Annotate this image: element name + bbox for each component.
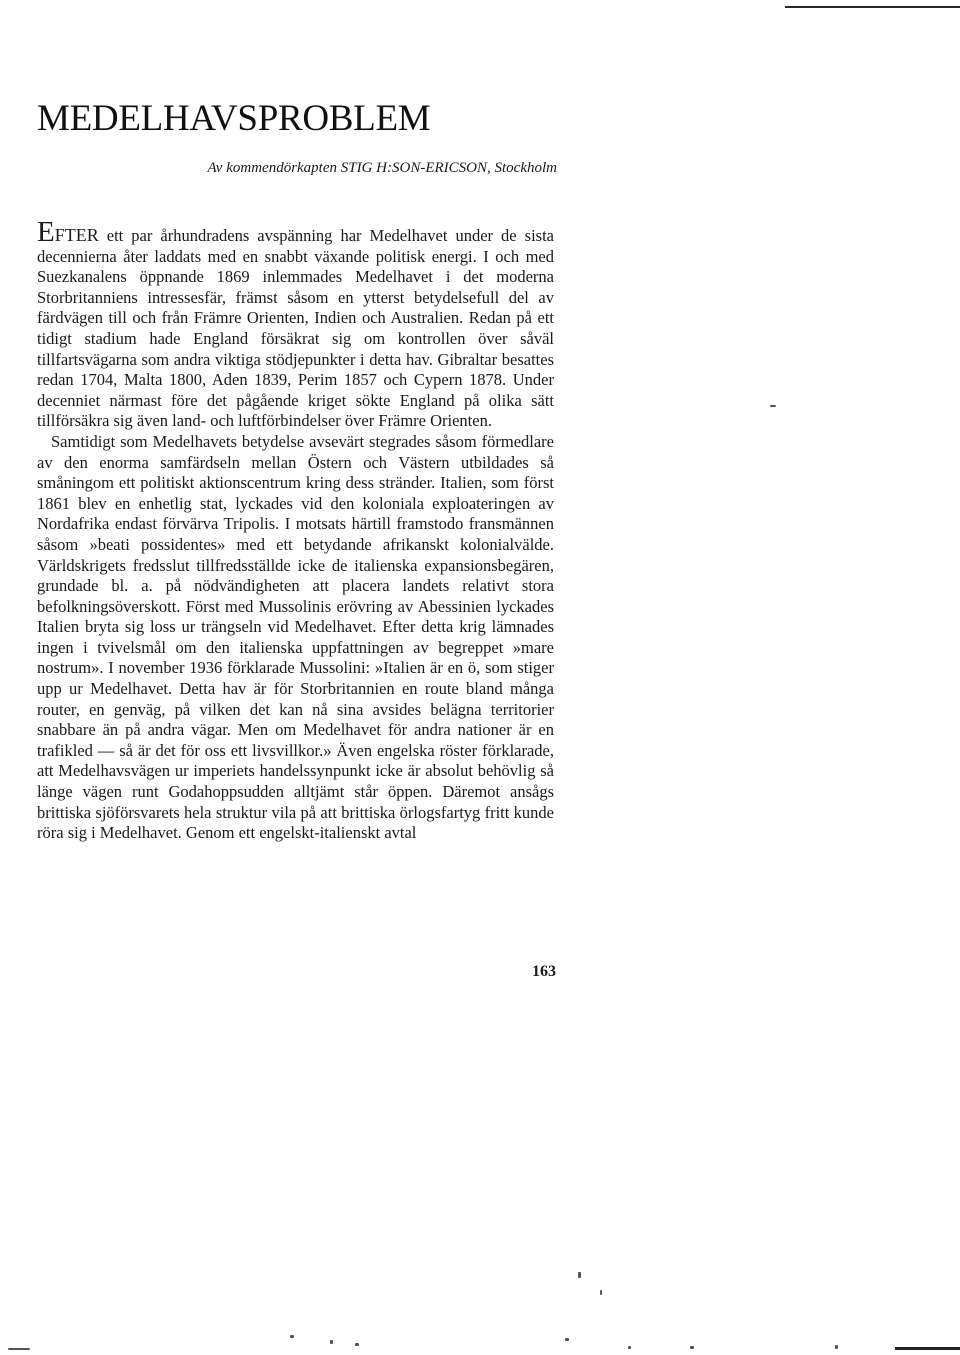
paragraph-2: Samtidigt som Medelhavets betydelse avsevärt stegrades såsom förmedlare av den enorma samfärdseln mellan Östern och Västern utbildades så småningom ett politiskt aktionscentrum kring dess stränder. Italien, som först 1861 blev en enhetlig stat, lyckades vid den koloniala exploateringen av Nordafrika endast förvärva Tripolis. I motsats härtill framstodo fransmännen såsom »beati possidentes» med ett betydande afrikanskt kolonialvälde. Världskrigets fredsslut tillfredsställde icke de italienska expansionsbegären, grundade bl. a. på nödvändigheten att placera landets relativt stora befolkningsöverskott. Först med Mussolinis erövring av Abessinien lyckades Italien bryta sig loss ur trängseln vid Medelhavet. Efter detta krig lämnades ingen i tvivelsmål om den italienska uppfattningen av begreppet »mare nostrum». I november 1936 förklarade Mussolini: »Italien är en ö, som stiger upp ur Medelhavet. Detta hav är för Storbritannien en route bland många router, en genväg, på vilken det kan nå sina avsides belägna territorier snabbare än på andra vägar. Men om Medelhavet för andra nationer är en trafikled — så är det för oss ett livsvillkor.» Även engelska röster förklarade, att Medelhavsvägen ur imperiets handelssynpunkt icke är absolut behövlig så länge vägen runt Godahoppsudden alltjämt står öppen. Däremot ansågs brittiska sjöförsvarets hela struktur vila på att brittiska örlogsfartyg fritt kunde röra sig i Medelhavet. Genom ett engelskt-italienskt avtal <box>37 431 554 843</box>
scan-edge-rule <box>785 6 960 8</box>
scan-speck <box>628 1346 631 1349</box>
drop-cap: E <box>37 216 55 248</box>
scan-speck <box>690 1346 694 1349</box>
scan-speck <box>8 1348 30 1350</box>
paragraph-1-text: ett par århundradens avspänning har Medelhavet under de sista decennierna åter laddats med en snabbt växande politisk energi. I och med Suezkanalens öppnande 1869 inlemmades Medelhavet i det moderna Storbritanniens intressesfär, främst såsom en ytterst betydelsefull del av färdvägen till och från Främre Orienten, Indien och Australien. Redan på ett tidigt stadium hade England försäkrat sig om kontrollen över såväl tillfartsvägarna som andra viktiga stödjepunkter i detta hav. Gibraltar besattes redan 1704, Malta 1800, Aden 1839, Perim 1857 och Cypern 1878. Under decenniet närmast före det pågående kriget sökte England på olika sätt tillförsäkra sig även land- och luftförbindelser över Främre Orienten. <box>37 226 554 431</box>
article-body <box>37 216 554 844</box>
page-number: 163 <box>532 963 556 980</box>
scan-speck <box>835 1345 838 1349</box>
article-title: MEDELHAVSPROBLEM <box>37 98 431 139</box>
scan-speck <box>578 1272 581 1278</box>
scan-speck <box>770 405 776 407</box>
scan-speck <box>290 1335 294 1338</box>
scan-speck <box>565 1338 569 1341</box>
scan-speck <box>330 1340 333 1344</box>
scan-speck <box>355 1343 359 1346</box>
byline: Av kommendörkapten STIG H:SON-ERICSON, Stockholm <box>207 160 557 176</box>
scan-edge-rule-bottom <box>895 1347 960 1350</box>
scan-speck <box>600 1290 602 1295</box>
lead-smallcaps: FTER <box>54 225 99 245</box>
paragraph-1 <box>37 216 554 432</box>
